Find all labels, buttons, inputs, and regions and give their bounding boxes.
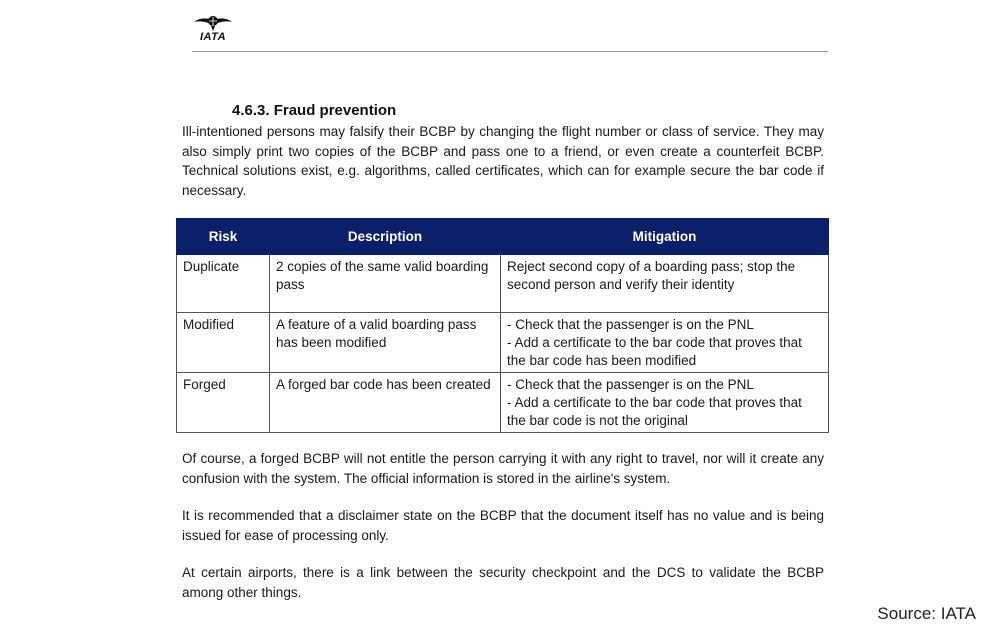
cell-risk: Duplicate: [177, 255, 270, 313]
table-row: [177, 255, 829, 313]
security-checkpoint-paragraph: At certain airports, there is a link between the security checkpoint and the DCS to validate the BCBP among other things.: [182, 565, 824, 600]
cell-risk: Forged: [177, 373, 270, 433]
iata-logo: [192, 14, 234, 44]
mitigation-line: - Add a certificate to the bar code that proves that the bar code has been modified: [507, 335, 802, 368]
header-mitigation: Mitigation: [501, 219, 829, 255]
cell-description: 2 copies of the same valid boarding pass: [270, 255, 501, 313]
header-description: Description: [270, 219, 501, 255]
table-row: [177, 373, 829, 433]
mitigation-line: - Add a certificate to the bar code that proves that the bar code is not the original: [507, 395, 802, 428]
mitigation-line: - Check that the passenger is on the PNL: [507, 317, 754, 332]
source-caption: Source: IATA: [877, 604, 976, 623]
table-row: [177, 313, 829, 373]
forged-bcbp-paragraph: Of course, a forged BCBP will not entitle the person carrying it with any right to travel, nor will it create any confusion with the system. The official information is stored in the airline's system.: [182, 451, 824, 486]
cell-description: A forged bar code has been created: [270, 373, 501, 433]
cell-mitigation: [501, 313, 829, 373]
section-title: 4.6.3. Fraud prevention: [232, 102, 397, 119]
cell-description: A feature of a valid boarding pass has been modified: [270, 313, 501, 373]
intro-paragraph: Ill-intentioned persons may falsify their BCBP by changing the flight number or class of service. They may also simply print two copies of the BCBP and pass one to a friend, or even create a counterfeit BCBP. Technical solutions exist, e.g. algorithms, called certificates, which can for example secure the bar code if necessary.: [182, 124, 824, 198]
table-header-row: [177, 219, 829, 255]
disclaimer-paragraph: It is recommended that a disclaimer state on the BCBP that the document itself has no value and is being issued for ease of processing only.: [182, 508, 824, 543]
mitigation-line: Reject second copy of a boarding pass; stop the second person and verify their identity: [507, 259, 796, 292]
globe-wings-icon: [192, 14, 234, 32]
header-risk: Risk: [177, 219, 270, 255]
cell-mitigation: [501, 255, 829, 313]
logo-text: IATA: [199, 31, 227, 43]
cell-mitigation: [501, 373, 829, 433]
mitigation-line: - Check that the passenger is on the PNL: [507, 377, 754, 392]
header-divider: [192, 51, 828, 52]
fraud-risk-table: [176, 218, 829, 433]
cell-risk: Modified: [177, 313, 270, 373]
